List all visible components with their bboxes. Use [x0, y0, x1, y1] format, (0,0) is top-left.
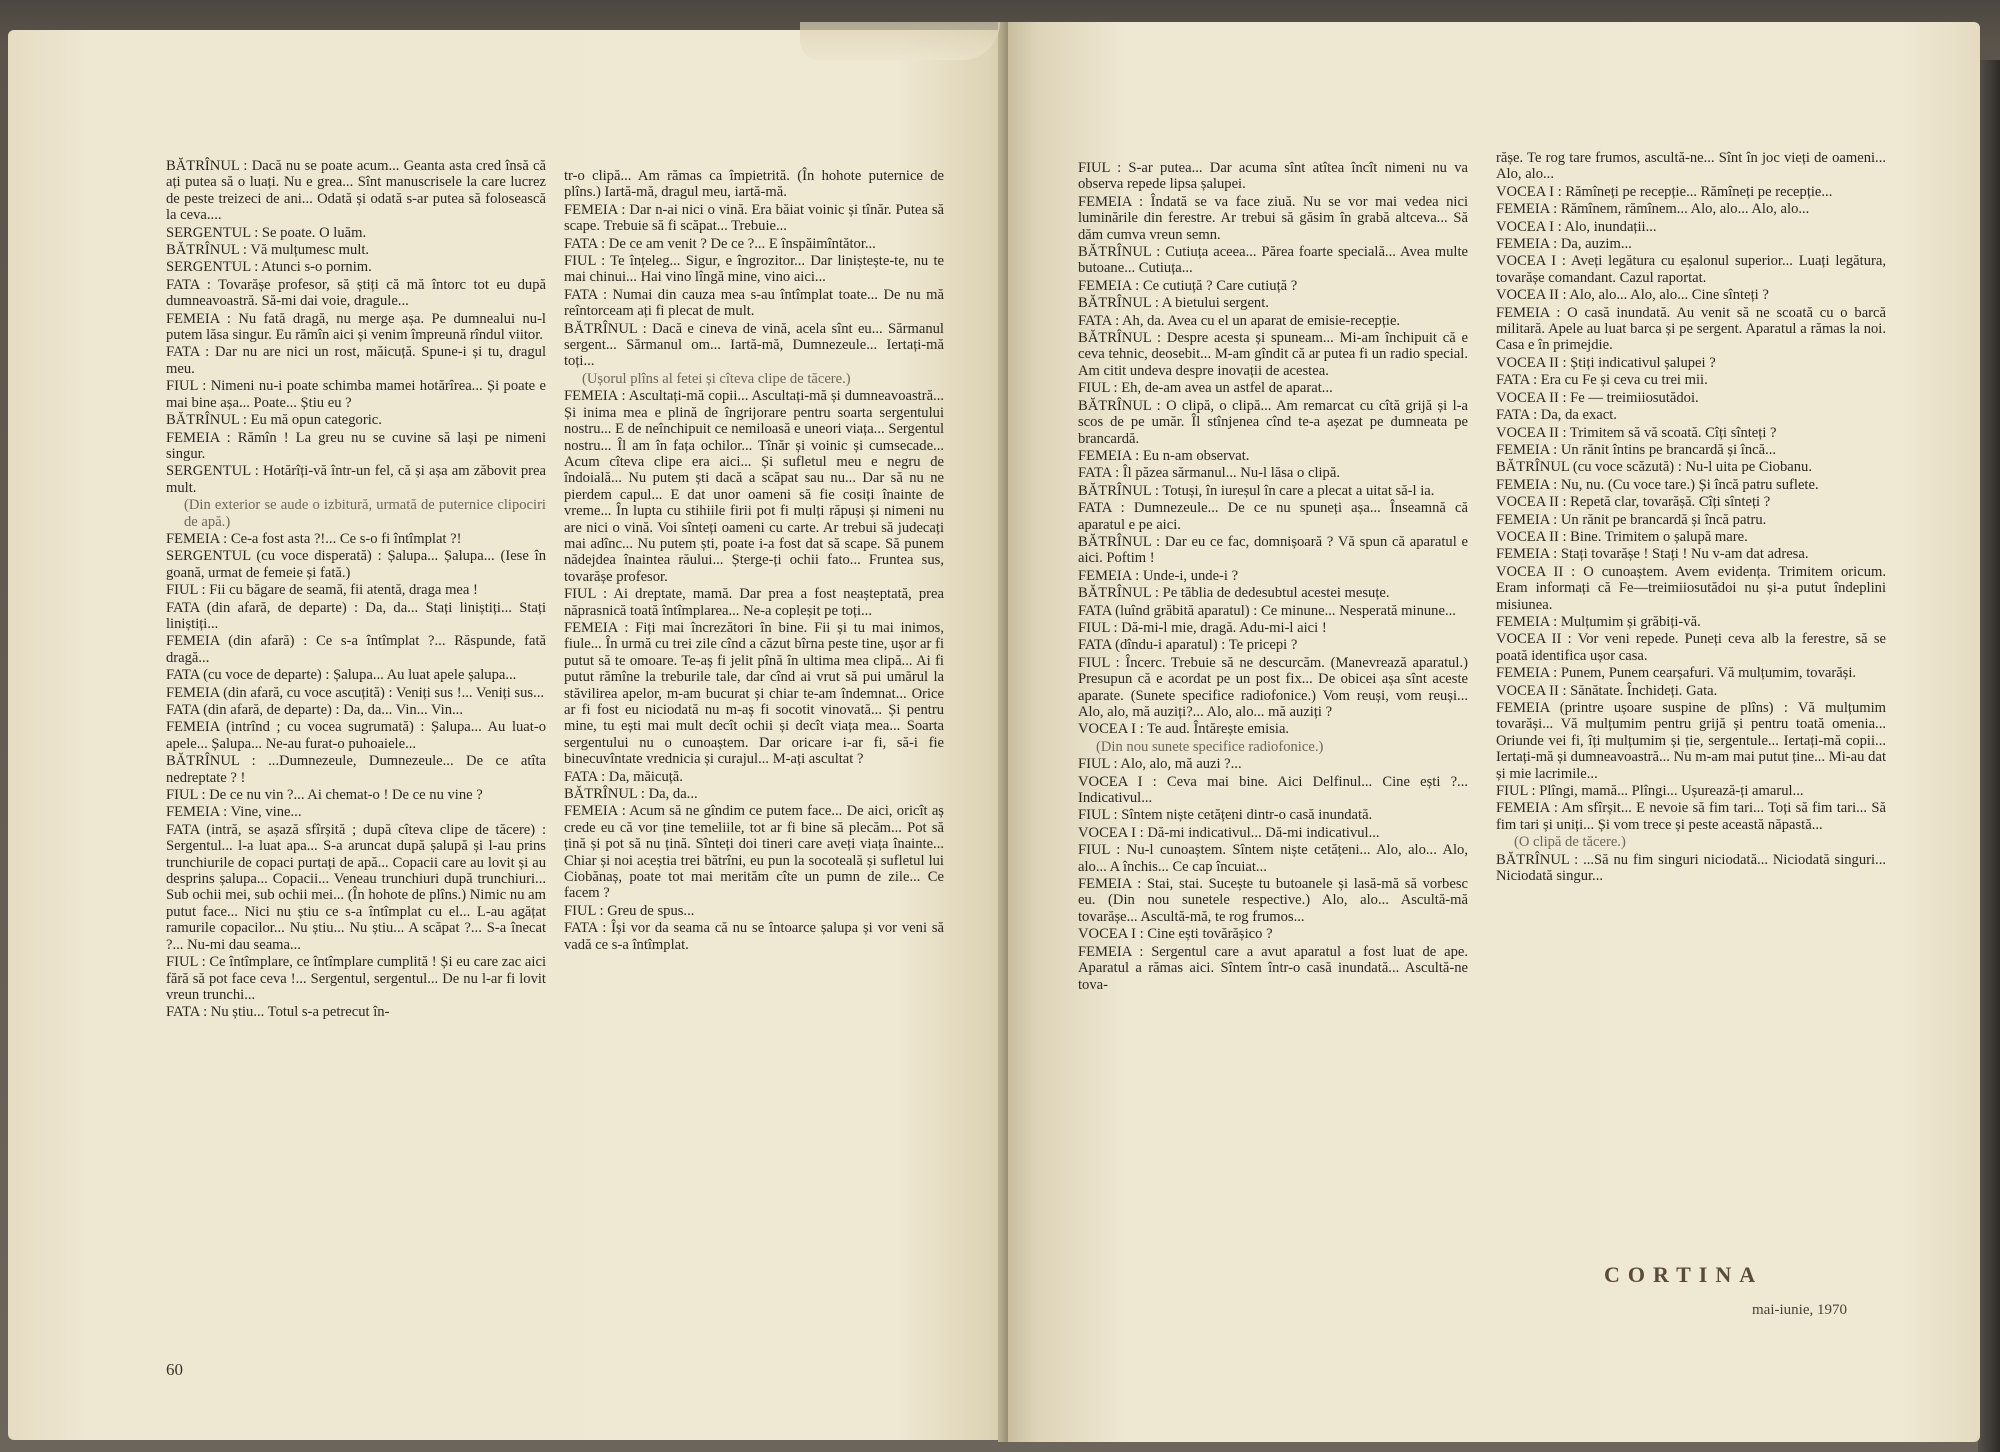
dialogue-paragraph: BĂTRÎNUL : A bietului sergent. [1078, 295, 1269, 312]
dialogue-paragraph: VOCEA II : Fe — treimiiosutădoi. [1496, 389, 1699, 406]
right-page [1008, 22, 1980, 1442]
page-number: 60 [166, 1360, 183, 1379]
dialogue-paragraph: FEMEIA : Un rănit întins pe brancardă și încă... [1496, 441, 1777, 458]
dialogue-paragraph: VOCEA I : Alo, inundații... [1496, 218, 1657, 235]
dialogue-paragraph: FATA : Îl păzea sărmanul... Nu-l lăsa o clipă. [1078, 465, 1340, 482]
dialogue-paragraph: FEMEIA : Punem, Punem cearșafuri. Vă mulțumim, tovarăși. [1496, 665, 1857, 682]
dialogue-paragraph: BĂTRÎNUL : Da, da... [564, 786, 698, 803]
curtain-heading: CORTINA [1604, 1262, 1764, 1287]
dialogue-paragraph: VOCEA II : Sănătate. Închideți. Gata. [1496, 682, 1718, 699]
dialogue-paragraph: BĂTRÎNUL : Dar eu ce fac, domnișoară ? Vă spun că aparatul e aici. Poftim ! [1078, 533, 1468, 567]
torn-corner [800, 22, 1000, 60]
dialogue-paragraph: BĂTRÎNUL : Totuși, în iureșul în care a plecat a uitat să-l ia. [1078, 482, 1435, 499]
dialogue-paragraph: FATA : Dar nu are nici un rost, măicuță. Spune-i și tu, dragul meu. [166, 344, 546, 377]
dialogue-paragraph: BĂTRÎNUL : Dacă nu se poate acum... Geanta asta cred însă că ați putea să o luați. Nu e grea... Sînt manuscrisele la care lucrez de peste treizeci de ani... Odată și odată s-ar putea să folosească la ceva.... [166, 158, 546, 224]
dialogue-paragraph: FEMEIA : Stai, stai. Sucește tu butoanele și lasă-mă să vorbesc eu. (Din nou sunetele respective.) Alo, alo... Ascultă-mă tovarășe... Ascultă-mă, te rog frumos... [1078, 876, 1468, 925]
dialogue-paragraph: FIUL : Nimeni nu-i poate schimba mamei hotărîrea... Și poate e mai bine așa... Poate... Știu eu ? [166, 378, 546, 411]
dialogue-paragraph: FATA (dîndu-i aparatul) : Te pricepi ? [1078, 637, 1298, 654]
dialogue-paragraph: FIUL : Alo, alo, mă auzi ?... [1078, 756, 1242, 773]
dialogue-paragraph: FEMEIA : Mulțumim și grăbiți-vă. [1496, 613, 1701, 630]
dialogue-paragraph: FEMEIA : Acum să ne gîndim ce putem face... De aici, oricît aș crede eu că vor ține temeliile, tot ar fi bine să plecăm... Pot să țină și pot să nu țină. Sînteți doi tineri care aveți viața înainte... Chiar și noi aceștia trei bătrîni, eu pun la socoteală și sufletul lui Ciobănaș, poate tot mai merităm cîte un pumn de zile... Ce facem ? [564, 803, 944, 902]
dialogue-paragraph: VOCEA II : Bine. Trimitem o șalupă mare. [1496, 528, 1748, 545]
dialogue-paragraph: BĂTRÎNUL : ...Dumnezeule, Dumnezeule... De ce atîta nedreptate ? ! [166, 753, 546, 786]
dialogue-paragraph: BĂTRÎNUL : Vă mulțumesc mult. [166, 242, 370, 259]
dialogue-paragraph: (Din nou sunete specifice radiofonice.) [1096, 738, 1324, 755]
dialogue-paragraph: FIUL : Ai dreptate, mamă. Dar prea a fost neașteptată, prea năprasnică toată întîmplarea... Ne-a copleșit pe toți... [564, 586, 944, 619]
dialogue-paragraph: FIUL : Dă-mi-l mie, dragă. Adu-mi-l aici ! [1078, 619, 1327, 636]
dialogue-paragraph: FIUL : Greu de spus... [564, 902, 695, 919]
dialogue-paragraph: FEMEIA : Unde-i, unde-i ? [1078, 567, 1239, 584]
dialogue-paragraph: BĂTRÎNUL : Cutiuța aceea... Părea foarte specială... Avea multe butoane... Cutiuța... [1078, 244, 1468, 277]
dialogue-paragraph: FIUL : De ce nu vin ?... Ai chemat-o ! De ce nu vine ? [166, 787, 483, 804]
dialogue-paragraph: FEMEIA : Eu n-am observat. [1078, 447, 1250, 464]
dialogue-paragraph: FEMEIA : Nu fată dragă, nu merge așa. Pe dumnealui nu-l putem lăsa singur. Eu rămîn aici și venim împreună rîndul viitor. [166, 310, 546, 344]
dialogue-paragraph: tr-o clipă... Am rămas ca împietrită. (În hohote puternice de plîns.) Iartă-mă, dragul meu, iartă-mă. [564, 168, 944, 201]
dialogue-paragraph: FEMEIA : Stați tovarășe ! Stați ! Nu v-am dat adresa. [1496, 546, 1809, 563]
dialogue-paragraph: FATA : Își vor da seama că nu se întoarce șalupa și vor veni să vadă ce s-a întîmplat. [564, 920, 944, 953]
dialogue-paragraph: FATA (din afară, de departe) : Da, da... Vin... Vin... [166, 702, 463, 718]
dialogue-paragraph: (O clipă de tăcere.) [1514, 834, 1626, 851]
right-page-column-2 [1496, 150, 1886, 885]
dialogue-paragraph: FATA (cu voce de departe) : Șalupa... Au luat apele șalupa... [166, 667, 517, 684]
dialogue-paragraph: FIUL : Plîngi, mamă... Plîngi... Ușurează-ți amarul... [1496, 783, 1804, 800]
dialogue-paragraph: FATA : Da, da exact. [1496, 407, 1617, 424]
dialogue-paragraph: FEMEIA : Rămînem, rămînem... Alo, alo... Alo, alo... [1496, 201, 1810, 218]
dialogue-paragraph: FIUL : Ce întîmplare, ce întîmplare cumplită ! Și eu care zac aici fără să pot face ceva !... Sergentul, sergentul... De nu l-ar fi lovit vreun trunchi... [166, 954, 546, 1003]
left-page [8, 30, 1018, 1440]
dialogue-paragraph: VOCEA II : O cunoaștem. Avem evidența. Trimitem oricum. Eram informați că Fe—treimiiosutădoi nu și-a putut îndeplini misiunea. [1496, 563, 1886, 613]
date-line: mai-iunie, 1970 [1752, 1302, 1847, 1318]
dialogue-paragraph: FEMEIA : Dar n-ai nici o vină. Era băiat voinic și tînăr. Putea să scape. Trebuie să fi scăpat... Trebuie... [564, 201, 944, 235]
dialogue-paragraph: FEMEIA : Fiți mai încrezători în bine. Fii și tu mai inimos, fiule... În urmă cu trei zile cînd a căzut bîrna peste tine, ușor ar fi putut să te omoare. Te-aș fi jelit pînă în ultima mea clipă... Ai fi putut rămîne la treburile tale, dar cînd ai vrut să pui umărul la stăvilirea apelor, m-am bucurat și chiar te-am îndemnat... Orice ar fi fost eu niciodată nu m-aș fi socotit vinovată... Și pentru mine, tu ești mai mult decît ochii și decît viața mea... Soarta sergentului nu o cunoaștem. Dar oricare i-ar fi, să-i fie binecuvîntate vrednicia și curajul... M-ați ascultat ? [564, 619, 944, 768]
dialogue-paragraph: VOCEA I : Cine ești tovărășico ? [1078, 926, 1273, 943]
dialogue-paragraph: VOCEA I : Ceva mai bine. Aici Delfinul... Cine ești ?... Indicativul... [1078, 773, 1468, 807]
dialogue-paragraph: FEMEIA : Ce-a fost asta ?!... Ce s-o fi întîmplat ?! [166, 530, 462, 547]
dialogue-paragraph: VOCEA I : Aveți legătura cu eșalonul superior... Luați legătura, tovarășe comandant. Cazul raportat. [1496, 253, 1886, 286]
dialogue-paragraph: FIUL : Eh, de-am avea un astfel de aparat... [1078, 380, 1333, 397]
dialogue-paragraph: FIUL : Nu-l cunoaștem. Sîntem niște cetățeni... Alo, alo... Alo, alo... A închis... Ce cap încuiat... [1078, 842, 1468, 875]
dialogue-paragraph: FEMEIA : Rămîn ! La greu nu se cuvine să lași pe nimeni singur. [166, 429, 546, 462]
dialogue-paragraph: FEMEIA (intrînd ; cu vocea sugrumată) : Șalupa... Au luat-o apele... Șalupa... Ne-au furat-o puhoaiele... [166, 719, 546, 752]
dialogue-paragraph: FATA : Nu știu... Totul s-a petrecut în- [166, 1004, 390, 1021]
dialogue-paragraph: VOCEA II : Trimitem să vă scoată. Cîți sînteți ? [1496, 424, 1777, 441]
dialogue-paragraph: FEMEIA (din afară) : Ce s-a întîmplat ?... Răspunde, fată dragă... [166, 633, 546, 666]
dialogue-paragraph: FIUL : Te înțeleg... Sigur, e îngrozitor... Dar liniștește-te, nu te mai chinui... Hai vino lîngă mine, vino aici... [564, 253, 944, 286]
dialogue-paragraph: FATA : Ah, da. Avea cu el un aparat de emisie-recepție. [1078, 312, 1401, 329]
dialogue-paragraph: FATA : Era cu Fe și ceva cu trei mii. [1496, 372, 1708, 389]
dialogue-paragraph: FATA : Dumnezeule... De ce nu spuneți așa... Înseamnă că aparatul e pe aici. [1078, 500, 1468, 533]
dialogue-paragraph: FEMEIA : Sergentul care a avut aparatul a fost luat de ape. Aparatul a rămas aici. Sîntem într-o casă inundată... Ascultă-ne tova- [1078, 943, 1468, 993]
dialogue-paragraph: FEMEIA : Vine, vine... [166, 804, 302, 821]
dialogue-paragraph: BĂTRÎNUL : O clipă, o clipă... Am remarcat cu cîtă grijă și l-a scos de pe umăr. Îl stînjenea cînd te-a așezat pe dumneata pe brancardă. [1078, 397, 1468, 447]
left-page-column-2 [564, 168, 944, 954]
dialogue-paragraph: FEMEIA : Ascultați-mă copii... Ascultați-mă și dumneavoastră... Și inima mea e plină de îngrijorare pentru soarta sergentului nostru... E de neînchipuit ce nemiloasă e uneori viața... Sergentul nostru... Îl am în fața ochilor... Tînăr și voinic și cumsecade... Acum cîteva clipe era aici... Și sufletul meu e negru de îndoială... Nu putem ști dacă a scăpat sau nu... Dar să nu ne pierdem capul... E dat unor oameni să fie cosiți înainte de vreme... În lupta cu stihiile firii pot fi mulți răpuși și nimeni nu are nici o vină. Voi sînteți oameni cu carte. Ar trebui să judecați mai adînc... Nu putem ști, poate i-a fost dat să scape. Să punem nădejdea înaintea răului... Șterge-ți ochii fato... Fruntea sus, tovarășe profesor. [564, 388, 944, 585]
dialogue-paragraph: FIUL : Încerc. Trebuie să ne descurcăm. (Manevrează aparatul.) Presupun că e acordat pe un post fix... De obicei așa sînt aceste aparate. (Sunete specifice radiofonice.) Vom reuși, vom reuși... Alo, alo, mă auziți?... Alo, alo... mă auziți ? [1078, 654, 1468, 720]
dialogue-paragraph: SERGENTUL : Hotărîți-vă într-un fel, că și așa am zăbovit prea mult. [166, 463, 546, 496]
dialogue-paragraph: BĂTRÎNUL (cu voce scăzută) : Nu-l uita pe Ciobanu. [1496, 459, 1812, 476]
dialogue-paragraph: BĂTRÎNUL : Eu mă opun categoric. [166, 412, 382, 429]
right-page-column-1 [1078, 160, 1468, 994]
dialogue-paragraph: VOCEA II : Repetă clar, tovarășă. Cîți sînteți ? [1496, 494, 1771, 511]
dialogue-paragraph: BĂTRÎNUL : Dacă e cineva de vină, acela sînt eu... Sărmanul sergent... Sărmanul om... Iartă-mă, Dumnezeule... Iertați-mă toți... [564, 320, 944, 370]
dialogue-paragraph: rășe. Te rog tare frumos, ascultă-ne... Sînt în joc vieți de oameni... Alo, alo... [1496, 150, 1886, 183]
dialogue-paragraph: FATA : De ce am venit ? De ce ?... E înspăimîntător... [564, 235, 876, 252]
dialogue-paragraph: FATA : Numai din cauza mea s-au întîmplat toate... De nu mă reîntorceam ați fi plecat de mult. [564, 286, 944, 320]
dialogue-paragraph: FEMEIA : Îndată se va face ziuă. Nu se vor mai vedea nici luminările din ferestre. Ar trebui să găsim în grabă altceva... Să dăm cumva vreun semn. [1078, 193, 1468, 243]
dialogue-paragraph: SERGENTUL : Se poate. O luăm. [166, 224, 367, 241]
dialogue-paragraph: FIUL : Fii cu băgare de seamă, fii atentă, draga mea ! [166, 582, 478, 599]
dialogue-paragraph: FEMEIA (printre ușoare suspine de plîns) : Vă mulțumim tovarăși... Vă mulțumim pentru grijă și pentru toată omenia... Oriunde vei fi, îți mulțumim și ție, sergentule... Iertați-mă copii... Iertați-mă și dumneavoastră... Nu m-am mai putut ține... Mi-au dat și mie lacrimile... [1496, 700, 1886, 782]
dialogue-paragraph: VOCEA II : Vor veni repede. Puneți ceva alb la ferestre, să se poată identifica ușor casa. [1496, 631, 1886, 664]
dialogue-paragraph: FIUL : Sîntem niște cetățeni dintr-o casă inundată. [1078, 807, 1373, 824]
book-edge [1978, 60, 2000, 1452]
dialogue-paragraph: FEMEIA (din afară, cu voce ascuțită) : Veniți sus !... Veniți sus... [166, 684, 545, 701]
dialogue-paragraph: VOCEA I : Te aud. Întărește emisia. [1078, 721, 1290, 738]
dialogue-paragraph: VOCEA I : Dă-mi indicativul... Dă-mi indicativul... [1078, 824, 1380, 841]
dialogue-paragraph: SERGENTUL (cu voce disperată) : Șalupa... Șalupa... (Iese în goană, urmat de femeie și fată.) [166, 548, 546, 581]
dialogue-paragraph: FEMEIA : Da, auzim... [1496, 236, 1632, 253]
dialogue-paragraph: FATA (intră, se așază sfîrșită ; după cîteva clipe de tăcere) : Sergentul... l-a luat apa... S-a aruncat după șalupă și l-au prins trunchiurile de copaci purtați de apă... Copacii care au lovit și au desprins șalupa... Copacii... Veneau trunchiuri după trunchiuri... Sub ochii mei, sub ochii mei... (În hohote de plîns.) Nimic nu am putut face... Nici nu știu ce s-a întîmplat cu el... L-au agățat ramurile copacilor... Nu știu... Nu știu... A scăpat ?... S-a înecat ?... Nu-mi dau seama... [166, 821, 546, 953]
dialogue-paragraph: FEMEIA : Am sfîrșit... E nevoie să fim tari... Toți să fim tari... Să fim tari și uniți... Și vom trece și peste această năpastă... [1496, 800, 1886, 833]
left-page-column-1 [166, 158, 546, 1022]
dialogue-paragraph: FEMEIA : Un rănit pe brancardă și încă patru. [1496, 511, 1767, 528]
dialogue-paragraph: FATA (luînd grăbită aparatul) : Ce minune... Nesperată minune... [1078, 602, 1456, 619]
dialogue-paragraph: BĂTRÎNUL : Pe tăblia de dedesubtul acestei mesuțe. [1078, 585, 1390, 602]
dialogue-paragraph: (Ușorul plîns al fetei și cîteva clipe de tăcere.) [582, 370, 851, 387]
dialogue-paragraph: FATA : Tovarășe profesor, să știți că mă întorc tot eu după dumneavoastră. Să-mi dai voie, dragule... [166, 276, 546, 310]
dialogue-paragraph: VOCEA II : Știți indicativul șalupei ? [1496, 354, 1716, 371]
dialogue-paragraph: FATA (din afară, de departe) : Da, da... Stați liniștiți... Stați liniștiți... [166, 599, 546, 632]
dialogue-paragraph: BĂTRÎNUL : ...Să nu fim singuri niciodată... Niciodată singuri... Niciodată singur... [1496, 851, 1886, 885]
dialogue-paragraph: BĂTRÎNUL : Despre acesta și spuneam... Mi-am închipuit că e ceva tehnic, deosebit... M-am gîndit că ar putea fi un radio special. Am citit undeva despre inovații de acestea. [1078, 330, 1468, 379]
dialogue-paragraph: VOCEA I : Rămîneți pe recepție... Rămîneți pe recepție... [1496, 183, 1833, 200]
dialogue-paragraph: FATA : Da, măicuță. [564, 768, 683, 785]
dialogue-paragraph: FEMEIA : O casă inundată. Au venit să ne scoată cu o barcă militară. Apele au luat barca și pe sergent. Aparatul a rămas la noi. Casa e în primejdie. [1496, 304, 1886, 354]
dialogue-paragraph: FEMEIA : Ce cutiuță ? Care cutiuță ? [1078, 277, 1298, 294]
dialogue-paragraph: SERGENTUL : Atunci s-o pornim. [166, 259, 372, 276]
dialogue-paragraph: FEMEIA : Nu, nu. (Cu voce tare.) Și încă patru suflete. [1496, 476, 1819, 493]
dialogue-paragraph: FIUL : S-ar putea... Dar acuma sînt atîtea încît nimeni nu va observa repede lipsa șalupei. [1078, 160, 1468, 193]
dialogue-paragraph: VOCEA II : Alo, alo... Alo, alo... Cine sînteți ? [1496, 287, 1769, 304]
dialogue-paragraph: (Din exterior se aude o izbitură, urmată de puternice clipociri de apă.) [184, 497, 546, 530]
